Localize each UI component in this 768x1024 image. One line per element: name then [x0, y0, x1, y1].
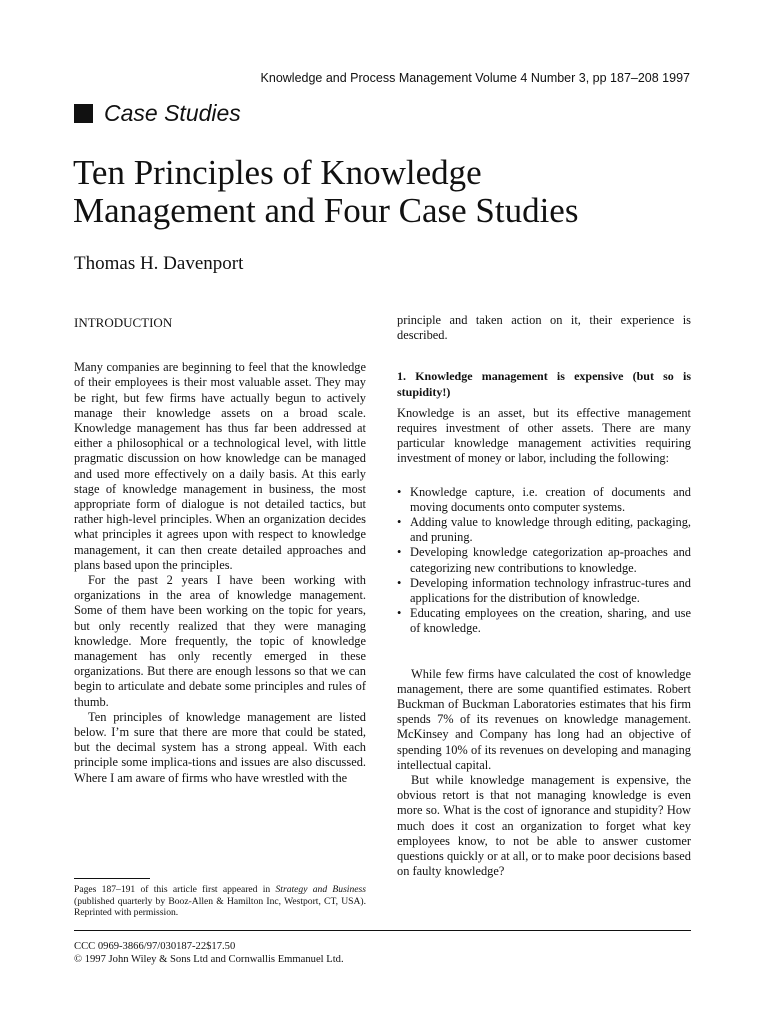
ccc-line: CCC 0969-3866/97/030187-22$17.50 [74, 941, 236, 952]
list-item: • Knowledge capture, i.e. creation of documents and moving documents onto computer systems. [397, 485, 691, 515]
list-item: • Adding value to knowledge through editing, packaging, and pruning. [397, 515, 691, 545]
section-label [74, 100, 241, 127]
title-line-2: Management and Four Case Studies [73, 191, 579, 230]
body-paragraph: But while knowledge management is expensive, the obvious retort is that not managing knowledge is even more so. What is the cost of ignorance and stupidity? How much does it cost an organization to forget what key employees know, to not be able to answer customer questions quickly or at all, or to make poor decisions based on faulty knowledge? [397, 773, 691, 879]
author-name: Thomas H. Davenport [74, 253, 244, 274]
introduction-heading: INTRODUCTION [74, 315, 173, 330]
footnote-text: (published quarterly by Booz-Allen & Hamilton Inc, Westport, CT, USA). Reprinted with permission. [74, 895, 366, 919]
bullet-list [397, 485, 691, 637]
footnote [74, 884, 366, 919]
body-paragraph: For the past 2 years I have been working with organizations in the area of knowledge management. Some of them have been working on the topic for years, but only recently realized that they were managing knowledge. More frequently, the topic of knowledge management has only recently emerged in these organizations. But there are enough lessons so that we can begin to articulate and debate some principles and rules of thumb. [74, 573, 366, 709]
copyright-line: © 1997 John Wiley & Sons Ltd and Cornwallis Emmanuel Ltd. [74, 954, 344, 965]
page-bottom-rule [74, 930, 691, 931]
footnote-journal-name: Strategy and Business [275, 884, 366, 895]
article-title [73, 154, 713, 230]
right-column [397, 313, 691, 880]
footnote-rule [74, 878, 150, 879]
body-paragraph: Knowledge is an asset, but its effective management requires investment of other assets. There are many particular knowledge management activities requiring investment of money or labor, including the following: [397, 405, 691, 466]
body-paragraph: Ten principles of knowledge management are listed below. I’m sure that there are more that could be stated, but the decimal system has a strong appeal. With each principle some implica-tions and issues are also discussed. Where I am aware of firms who have wrestled with the [74, 709, 366, 785]
continued-paragraph: principle and taken action on it, their experience is described. [397, 313, 691, 343]
footnote-text: Pages 187–191 of this article first appeared in [74, 884, 276, 895]
square-bullet-icon [74, 104, 93, 123]
principle-heading: 1. Knowledge management is expensive (but so is stupidity!) [397, 369, 691, 399]
left-column [74, 313, 366, 786]
body-paragraph: While few firms have calculated the cost of knowledge management, there are some quantified estimates. Robert Buckman of Buckman Laboratories estimates that his firm spends 7% of its revenues on knowledge management. McKinsey and Company has long had an objective of spending 10% of its revenues on developing and managing intellectual capital. [397, 666, 691, 772]
list-item: • Educating employees on the creation, sharing, and use of knowledge. [397, 606, 691, 636]
list-item: • Developing information technology infrastruc-tures and applications for the distribution of knowledge. [397, 576, 691, 606]
body-paragraph: Many companies are beginning to feel that the knowledge of their employees is their most valuable asset. They may be right, but few firms have actually begun to actively manage their knowledge assets on a broad scale. Knowledge management has thus far been addressed at either a philosophical or a technological level, with little pragmatic discussion on how knowledge can be managed and used more effectively on a daily basis. At this early stage of knowledge management in business, the most appropriate form of dialogue is not detailed tactics, but rather high-level principles. When an organization decides what principles it agrees upon with respect to knowledge management, it can then create detailed approaches and plans based upon the principles. [74, 360, 366, 572]
title-line-1: Ten Principles of Knowledge [73, 153, 482, 192]
section-label-text: Case Studies [104, 100, 241, 126]
list-item: • Developing knowledge categorization ap-proaches and categorizing new contributions to knowledge. [397, 545, 691, 575]
copyright-block [74, 940, 344, 966]
journal-header: Knowledge and Process Management Volume 4 Number 3, pp 187–208 1997 [260, 71, 690, 85]
